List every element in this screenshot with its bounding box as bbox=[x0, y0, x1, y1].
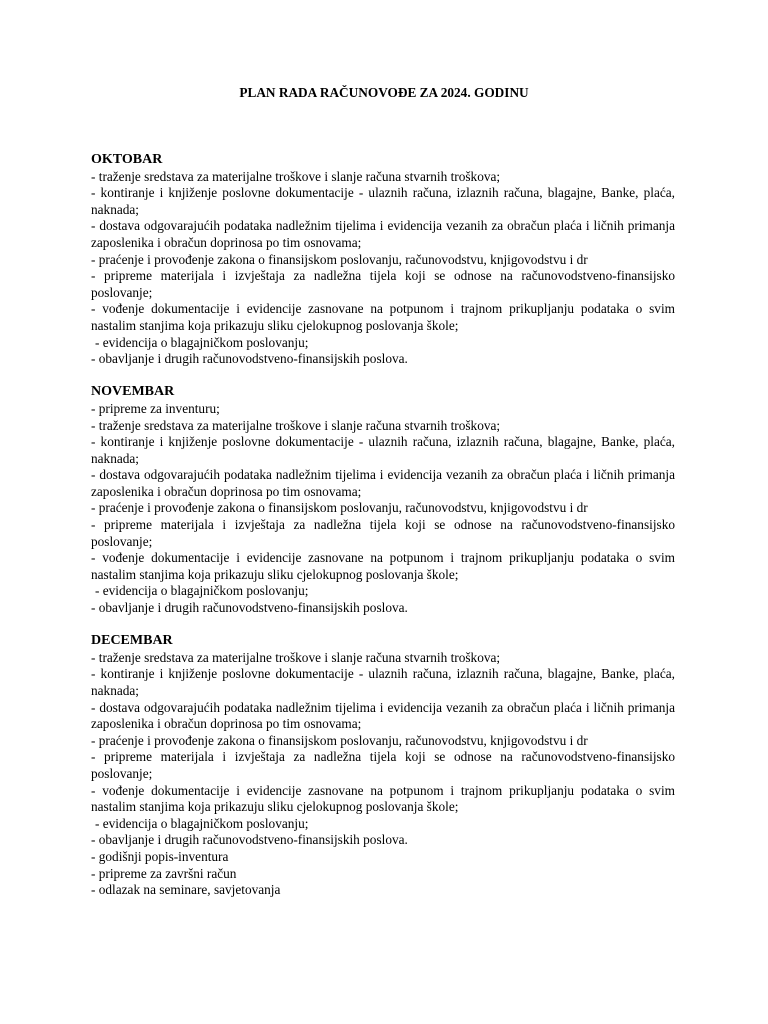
list-item: - praćenje i provođenje zakona o finansijskom poslovanju, računovodstvu, knjigovodstvu i dr bbox=[91, 500, 588, 516]
list-item: - obavljanje i drugih računovodstveno-finansijskih poslova. bbox=[91, 351, 408, 367]
list-item: - pripreme za završni račun bbox=[91, 865, 237, 881]
list-item: - evidencija o blagajničkom poslovanju; bbox=[95, 815, 309, 831]
list-item: - pripreme materijala i izvještaja za nadležna tijela koji se odnose na računovodstveno-finansijsko poslovanje; bbox=[91, 268, 675, 300]
list-item: - praćenje i provođenje zakona o finansijskom poslovanju, računovodstvu, knjigovodstvu i dr bbox=[91, 251, 588, 267]
list-item: - pripreme za inventuru; bbox=[91, 400, 220, 416]
list-item: - dostava odgovarajućih podataka nadležnim tijelima i evidencija vezanih za obračun plaća i ličnih primanja zaposlenika i obračun doprinosa po tim osnovama; bbox=[91, 699, 675, 732]
list-item: - kontiranje i knjiženje poslovne dokumentacije - ulaznih računa, izlaznih računa, blagajne, Banke, plaća, naknada; bbox=[91, 185, 675, 217]
section-heading: NOVEMBAR bbox=[91, 384, 175, 400]
section-novembar bbox=[91, 384, 675, 616]
list-item: - kontiranje i knjiženje poslovne dokumentacije - ulaznih računa, izlaznih računa, blagajne, Banke, plaća, naknada; bbox=[91, 666, 675, 698]
document-title: PLAN RADA RAČUNOVOĐE ZA 2024. GODINU bbox=[239, 85, 529, 100]
section-decembar bbox=[91, 633, 675, 899]
list-item: - obavljanje i drugih računovodstveno-finansijskih poslova. bbox=[91, 832, 408, 848]
list-item: - evidencija o blagajničkom poslovanju; bbox=[95, 334, 309, 350]
list-item: - pripreme materijala i izvještaja za nadležna tijela koji se odnose na računovodstveno-finansijsko poslovanje; bbox=[91, 749, 675, 781]
list-item: - vođenje dokumentacije i evidencije zasnovane na potpunom i trajnom prikupljanju podataka o svim nastalim stanjima koja prikazuju sliku cjelokupnog poslovanja škole; bbox=[91, 301, 675, 333]
section-heading: DECEMBAR bbox=[91, 633, 173, 649]
list-item: - praćenje i provođenje zakona o finansijskom poslovanju, računovodstvu, knjigovodstvu i dr bbox=[91, 732, 588, 748]
list-item: - dostava odgovarajućih podataka nadležnim tijelima i evidencija vezanih za obračun plaća i ličnih primanja zaposlenika i obračun doprinosa po tim osnovama; bbox=[91, 218, 675, 250]
list-item: - kontiranje i knjiženje poslovne dokumentacije - ulaznih računa, izlaznih računa, blagajne, Banke, plaća, naknada; bbox=[91, 434, 675, 466]
list-item: - pripreme materijala i izvještaja za nadležna tijela koji se odnose na računovodstveno-finansijsko poslovanje; bbox=[91, 517, 675, 549]
list-item: - traženje sredstava za materijalne troškove i slanje računa stvarnih troškova; bbox=[91, 417, 501, 433]
list-item: - vođenje dokumentacije i evidencije zasnovane na potpunom i trajnom prikupljanju podataka o svim nastalim stanjima koja prikazuju sliku cjelokupnog poslovanja škole; bbox=[91, 550, 675, 582]
list-item: - obavljanje i drugih računovodstveno-finansijskih poslova. bbox=[91, 600, 408, 616]
section-heading: OKTOBAR bbox=[91, 152, 163, 167]
list-item: - godišnji popis-inventura bbox=[91, 848, 229, 864]
list-item: - evidencija o blagajničkom poslovanju; bbox=[95, 583, 309, 599]
list-item: - vođenje dokumentacije i evidencije zasnovane na potpunom i trajnom prikupljanju podataka o svim nastalim stanjima koja prikazuju sliku cjelokupnog poslovanja škole; bbox=[91, 782, 675, 815]
document-content bbox=[91, 152, 675, 915]
list-item: - odlazak na seminare, savjetovanja bbox=[91, 882, 281, 898]
list-item: - dostava odgovarajućih podataka nadležnim tijelima i evidencija vezanih za obračun plaća i ličnih primanja zaposlenika i obračun doprinosa po tim osnovama; bbox=[91, 467, 675, 499]
list-item: - traženje sredstava za materijalne troškove i slanje računa stvarnih troškova; bbox=[91, 168, 501, 184]
list-item: - traženje sredstava za materijalne troškove i slanje računa stvarnih troškova; bbox=[91, 649, 501, 665]
section-oktobar bbox=[91, 152, 675, 368]
